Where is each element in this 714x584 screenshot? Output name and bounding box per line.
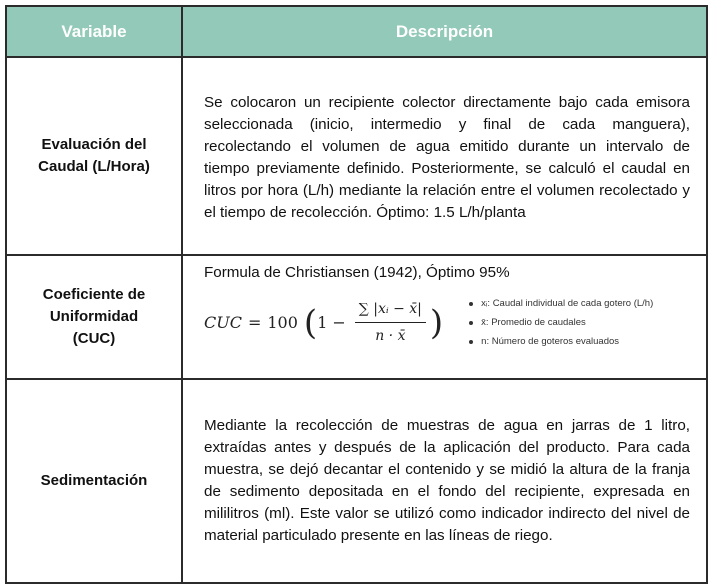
description-text: Se colocaron un recipiente colector directamente bajo cada emisora seleccionada (inicio, intermedio y final de cada manguera), recolectando el volumen de agua emitido durante un intervalo de tiempo previamente definido. Posteriormente, se calculó el caudal en litros por hora (L/h) mediante la relación entre el volumen recolectado y el tiempo de recolección. Óptimo: 1.5 L/h/planta [204, 94, 690, 221]
formula-legend [469, 294, 653, 351]
description-text: Mediante la recolección de muestras de agua en jarras de 1 litro, extraídas antes y después de la aplicación del producto. Para cada muestra, se dejó decantar el contenido y se midió la altura de la franja de sedimento depositada en el fondo del recipiente, expresada en mililitros (ml). Este valor se utilizó como indicador indirecto del nivel de material particulado presente en las líneas de riego. [204, 417, 690, 544]
bullet-icon [469, 321, 473, 325]
formula-close-paren: ) [429, 302, 444, 343]
variables-table [5, 5, 708, 584]
formula-denominator: n · x̄ [375, 328, 406, 344]
formula-block [204, 294, 690, 351]
variables-table-container [5, 5, 708, 563]
description-cell [182, 57, 707, 255]
header-descripcion: Descripción [182, 6, 707, 57]
table-row [6, 379, 707, 583]
variable-cell [6, 255, 182, 379]
bullet-icon [469, 340, 473, 344]
cuc-formula [204, 298, 443, 347]
legend-item: x̄: Promedio de caudales [469, 313, 653, 332]
variable-cell [6, 379, 182, 583]
legend-item: xᵢ: Caudal individual de cada gotero (L/h) [469, 294, 653, 313]
formula-numerator: ∑ |xᵢ − x̄| [355, 298, 426, 323]
description-cell [182, 255, 707, 379]
formula-lhs: CUC [204, 312, 242, 332]
variable-label-line: Coeficiente de [42, 286, 146, 303]
description-cell [182, 379, 707, 583]
variable-label-line: Sedimentación [40, 472, 148, 489]
formula-equals: = [247, 312, 262, 332]
variable-label-line: Caudal (L/Hora) [38, 158, 150, 175]
formula-coefficient: 100 [267, 312, 298, 332]
table-row [6, 255, 707, 379]
formula-title: Formula de Christiansen (1942), Óptimo 95% [204, 264, 510, 281]
variable-cell [6, 57, 182, 255]
variable-label-line: Evaluación del [41, 136, 147, 153]
formula-fraction [355, 298, 426, 347]
formula-open-paren: ( [303, 302, 318, 343]
formula-minus: − [332, 312, 346, 332]
formula-one: 1 [317, 312, 328, 332]
variable-label-line: (CUC) [72, 330, 116, 347]
bullet-icon [469, 302, 473, 306]
variable-label-line: Uniformidad [49, 308, 139, 325]
header-variable: Variable [6, 6, 182, 57]
legend-item: n: Número de goteros evaluados [469, 332, 653, 351]
table-header-row [6, 6, 707, 57]
table-row [6, 57, 707, 255]
